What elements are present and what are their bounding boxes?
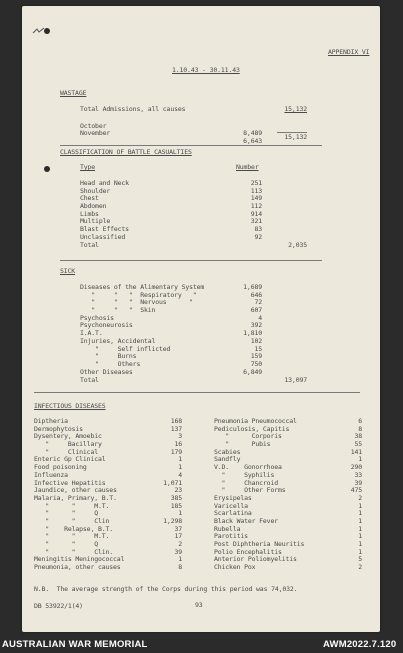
infectious-row-value: 1 [358, 516, 362, 525]
archive-name: AUSTRALIAN WAR MEMORIAL [2, 639, 148, 650]
battle-row-label: Unclassified [80, 232, 126, 241]
battle-row-label: Limbs [80, 209, 99, 218]
battle-row-value: 251 [250, 179, 262, 187]
battle-row-label: Chest [80, 194, 99, 203]
sick-row-value: 159 [250, 352, 262, 361]
infectious-row-value: 1,298 [163, 516, 182, 525]
infectious-row-label: Pneumonia Pneumococcal [214, 417, 297, 425]
infectious-right-column [214, 418, 364, 572]
infectious-row-value: 141 [350, 447, 362, 456]
infectious-row-value: 1 [358, 532, 362, 541]
infectious-row-value: 6 [358, 417, 362, 425]
sick-row-value: 1,689 [243, 283, 262, 291]
battle-total-value: 2,035 [288, 241, 307, 249]
infectious-row-label: Parotitis [214, 532, 248, 541]
infectious-row-value: 1,071 [163, 478, 182, 487]
punch-hole [44, 166, 50, 172]
sick-row-label: Psychosis [80, 313, 114, 322]
sick-row-label: " " " Nervous " [80, 298, 193, 307]
wastage-row-value: 8,489 [243, 129, 262, 138]
sick-row-label: Psychoneurosis [80, 321, 133, 330]
battle-col-type: Type [80, 163, 96, 171]
infectious-row-value: 1 [358, 509, 362, 518]
infectious-row-value: 1 [178, 455, 182, 464]
infectious-row-label: " Corporis [214, 432, 282, 441]
infectious-row-label: Diptheria [34, 417, 68, 425]
document-page [22, 6, 380, 632]
infectious-row-value: 1 [358, 547, 362, 556]
section-divider [60, 145, 322, 146]
infectious-row-label: " Other Forms [214, 486, 286, 495]
infectious-row-label: Infective Hepatitis [34, 478, 106, 487]
sick-row-label: " " " Skin [80, 306, 156, 315]
infectious-row-label: Scabies [214, 447, 241, 456]
archive-footer [0, 637, 403, 653]
infectious-row-value: 5 [358, 555, 362, 564]
battle-row-value: 149 [250, 194, 262, 203]
wastage-row-label: November [80, 129, 111, 138]
infectious-row-label: " " Q [34, 509, 98, 518]
infectious-row-value: 17 [174, 532, 182, 541]
infectious-row-value: 8 [178, 563, 182, 572]
battle-row-value: 112 [250, 202, 262, 211]
appendix-label: APPENDIX VI [328, 48, 370, 56]
sick-rows [80, 284, 263, 376]
sick-row-label: " Self inflicted [80, 344, 171, 353]
battle-col-number: Number [236, 163, 259, 171]
infectious-row-label: V.D. Gonorrhoea [214, 463, 282, 472]
infectious-row-value: 1 [358, 524, 362, 533]
section-divider [60, 260, 322, 261]
sick-row-value: 15 [254, 344, 262, 353]
sick-row-value: 750 [250, 359, 262, 368]
infectious-row-label: " Bacillary [34, 440, 102, 449]
battle-row [80, 234, 263, 242]
infectious-row-value: 1 [178, 555, 182, 564]
infectious-row-value: 3 [178, 432, 182, 441]
battle-row [80, 195, 263, 203]
sick-row-value: 646 [250, 290, 262, 299]
sick-row [80, 322, 263, 330]
infectious-row-label: Meningitis Meningococcal [34, 555, 125, 564]
infectious-row-label: " " M.T. [34, 501, 110, 510]
wastage-total-label: Total Admissions, all causes [80, 105, 186, 113]
battle-row-value: 83 [254, 225, 262, 234]
infectious-row-value: 1 [358, 501, 362, 510]
infectious-row-label: " " Clin. [34, 547, 114, 556]
infectious-row-value: 475 [350, 486, 362, 495]
infectious-row-value: 385 [170, 493, 182, 502]
sick-row-value: 102 [250, 336, 262, 345]
infectious-row-value: 38 [354, 432, 362, 441]
wastage-sum-value: 15,132 [284, 133, 307, 141]
infectious-row-label: Post Diphtheria Neuritis [214, 540, 305, 548]
infectious-row-label: " " Clin [34, 516, 110, 525]
infectious-row-value: 39 [354, 478, 362, 487]
sick-row-label: " " " Respiratory " [80, 290, 197, 299]
battle-total-label: Total [80, 241, 99, 249]
battle-row-value: 92 [254, 232, 262, 241]
sick-row-value: 4 [258, 313, 262, 322]
infectious-row-value: 168 [170, 417, 182, 425]
infectious-row-label: Anterior Poliomyelitis [214, 555, 297, 564]
infectious-row-label: " Clinical [34, 447, 98, 456]
battle-row-value: 914 [250, 209, 262, 218]
infectious-row-label: Chicken Pox [214, 563, 256, 572]
infectious-heading: INFECTIOUS DISEASES [34, 402, 106, 410]
infectious-row-value: 4 [178, 470, 182, 479]
sick-row-value: 392 [250, 321, 262, 330]
battle-rows [80, 180, 263, 242]
infectious-row-value: 55 [354, 440, 362, 449]
infectious-row-label: Erysipelas [214, 493, 252, 502]
battle-row-value: 113 [250, 186, 262, 195]
page-number: 93 [195, 601, 203, 609]
infectious-row-value: 23 [174, 486, 182, 495]
infectious-left-column [34, 418, 184, 572]
infectious-row-value: 2 [178, 540, 182, 548]
infectious-row-value: 8 [358, 424, 362, 433]
infectious-row-label: Malaria, Primary, B.T. [34, 493, 117, 502]
sick-row-label: Diseases of the Alimentary System [80, 283, 205, 291]
handwritten-mark [32, 20, 46, 28]
infectious-row-label: Food poisoning [34, 463, 87, 472]
infectious-row-value: 1 [358, 540, 362, 548]
wastage-row-value: 6,643 [243, 137, 262, 146]
infectious-row-label: " Chancroid [214, 478, 278, 487]
section-divider [34, 392, 360, 393]
infectious-row-label: Scarlatina [214, 509, 252, 518]
wastage-heading: WASTAGE [60, 89, 87, 97]
document-reference: DB 53922/1(4) [34, 602, 83, 610]
infectious-row-label: Enteric Gp Clinical [34, 455, 106, 464]
infectious-row-label: " Relapse, B.T. [34, 524, 114, 533]
battle-row-label: Blast Effects [80, 225, 129, 234]
infectious-row-label: " Pubis [214, 440, 271, 449]
sick-row-value: 607 [250, 306, 262, 315]
infectious-row-value: 16 [174, 440, 182, 449]
infectious-row-label: Influenza [34, 470, 68, 479]
sick-total-label: Total [80, 376, 99, 384]
battle-row [80, 188, 263, 196]
battle-row-label: Shoulder [80, 186, 111, 195]
sick-heading: SICK [60, 267, 76, 275]
sick-total-value: 13,097 [284, 376, 307, 384]
infectious-row-label: Pneumonia, other causes [34, 563, 121, 572]
note: N.B. The average strength of the Corps during this period was 74,032. [34, 585, 298, 593]
infectious-row-label: Dermophytosis [34, 424, 83, 433]
infectious-row-label: " " M.T. [34, 532, 110, 541]
infectious-row-value: 33 [354, 470, 362, 479]
infectious-row-value: 1 [178, 463, 182, 472]
infectious-row-label: Jaundice, other causes [34, 486, 117, 495]
sick-row [80, 369, 263, 377]
infectious-row-value: 2 [358, 493, 362, 502]
infectious-row-label: Rubella [214, 524, 241, 533]
battle-heading: CLASSIFICATION OF BATTLE CASUALTIES [60, 148, 192, 156]
infectious-row-value: 290 [350, 463, 362, 472]
archive-reference: AWM2022.7.120 [323, 639, 397, 650]
infectious-row-label: Black Water Fever [214, 516, 278, 525]
sick-row-label: Injuries, Accidental [80, 336, 156, 345]
battle-row-label: Multiple [80, 217, 111, 226]
infectious-row-value: 1 [178, 509, 182, 518]
infectious-row-value: 2 [358, 563, 362, 572]
infectious-row-value: 137 [170, 424, 182, 433]
wastage-row-label: October [80, 121, 107, 130]
sick-row-value: 72 [254, 298, 262, 307]
sick-row-label: " Burns [80, 352, 137, 361]
sick-row-value: 6,849 [243, 367, 262, 376]
date-range: 1.10.43 - 30.11.43 [172, 66, 240, 74]
infectious-row-label: " Syphilis [214, 470, 275, 479]
infectious-row-label: Pediculosis, Capitis [214, 424, 290, 433]
infectious-row-value: 185 [170, 501, 182, 510]
infectious-row-label: Polio Encephalitis [214, 547, 282, 556]
infectious-row-label: Sandfly [214, 455, 241, 464]
sick-row-value: 1,810 [243, 329, 262, 338]
battle-row-label: Abdomen [80, 202, 107, 211]
wastage-total-value: 15,132 [284, 105, 307, 113]
battle-row-label: Head and Neck [80, 179, 129, 187]
infectious-row-label: Dysentery, Amoebic [34, 432, 102, 441]
sick-row-label: Other Diseases [80, 367, 133, 376]
infectious-row [214, 564, 364, 572]
infectious-row-label: " " Q [34, 540, 98, 548]
infectious-row-value: 1 [358, 455, 362, 464]
infectious-row-value: 39 [174, 547, 182, 556]
infectious-row-label: Varicella [214, 501, 248, 510]
sick-row-label: I.A.T. [80, 329, 103, 338]
battle-row-value: 321 [250, 217, 262, 226]
infectious-row [34, 564, 184, 572]
battle-row [80, 203, 263, 211]
sick-row-label: " Others [80, 359, 141, 368]
infectious-row-value: 37 [174, 524, 182, 533]
infectious-row-value: 179 [170, 447, 182, 456]
wastage-rows [80, 115, 263, 146]
